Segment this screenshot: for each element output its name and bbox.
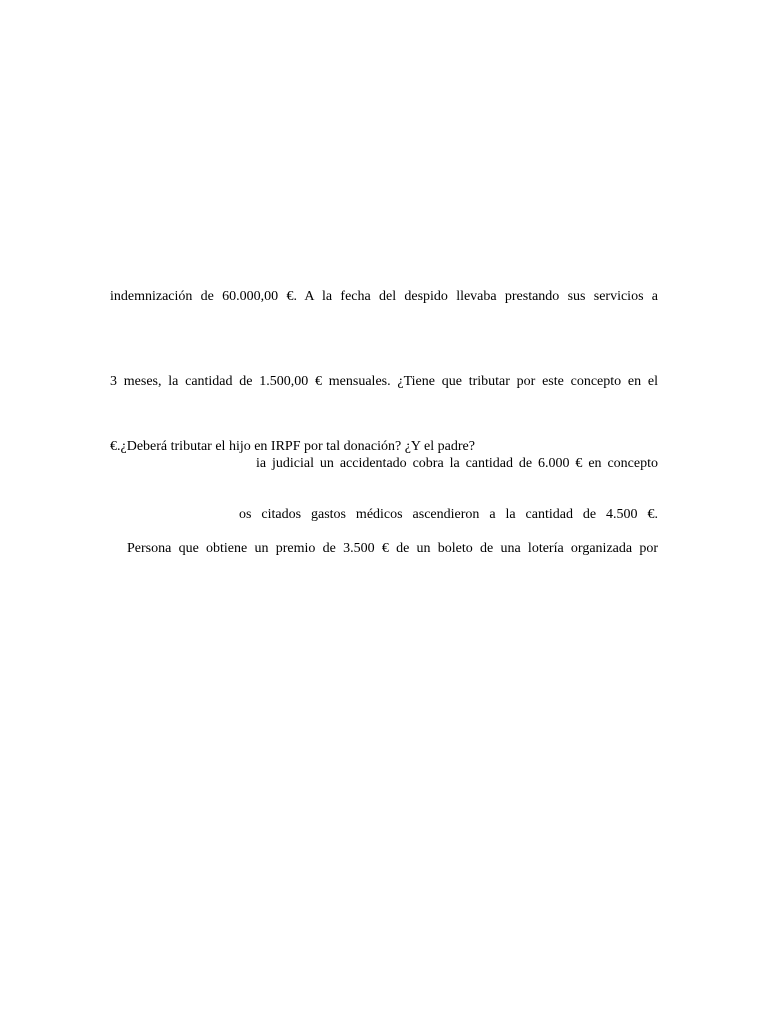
text-line: indemnización de 60.000,00 €. A la fecha del despido llevaba prestando sus servicios a <box>110 289 658 304</box>
text-line: ia judicial un accidentado cobra la cantidad de 6.000 € en concepto <box>256 456 658 471</box>
text-line: Persona que obtiene un premio de 3.500 € de un boleto de una lotería organizada por <box>127 541 658 556</box>
text-line: os citados gastos médicos ascendieron a la cantidad de 4.500 €. <box>239 507 658 522</box>
text-line: €.¿Deberá tributar el hijo en IRPF por tal donación? ¿Y el padre? <box>110 439 475 454</box>
text-line: 3 meses, la cantidad de 1.500,00 € mensuales. ¿Tiene que tributar por este concepto en el <box>110 374 658 389</box>
